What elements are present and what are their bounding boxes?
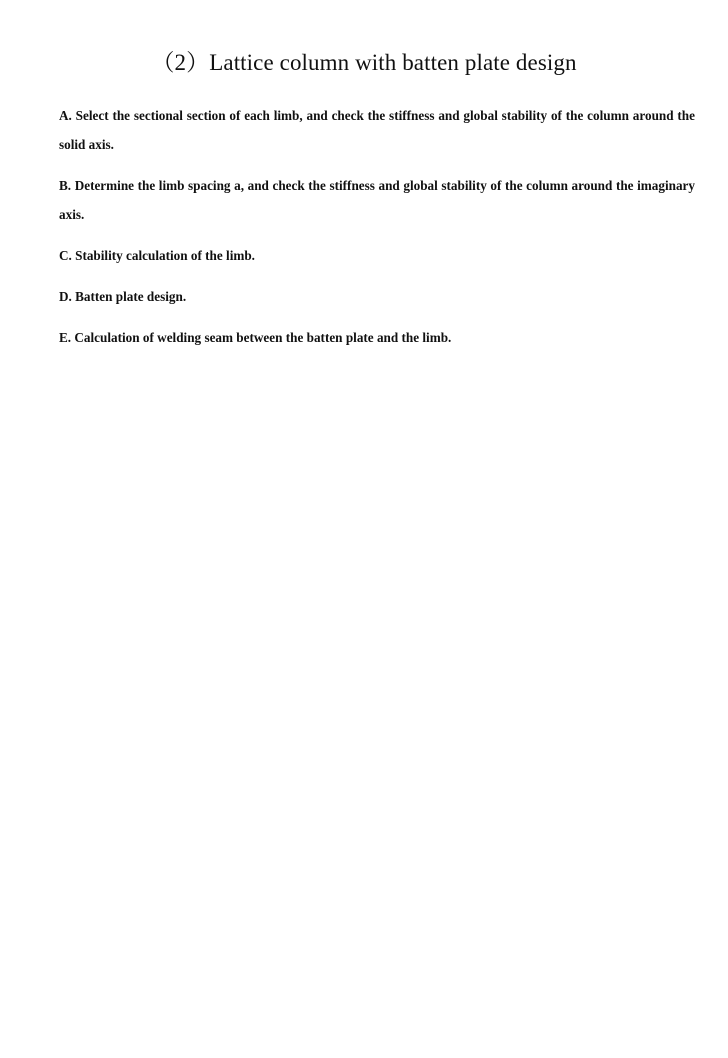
step-item-b: B. Determine the limb spacing a, and check the stiffness and global stability of the column around the imaginary axis. xyxy=(59,178,695,222)
step-item-d: D. Batten plate design. xyxy=(59,289,187,304)
step-item-a: A. Select the sectional section of each limb, and check the stiffness and global stability of the column around the solid axis. xyxy=(59,108,695,152)
step-list xyxy=(59,101,695,364)
step-item-e: E. Calculation of welding seam between the batten plate and the limb. xyxy=(59,330,452,345)
section-title: （2）Lattice column with batten plate design xyxy=(151,50,577,75)
step-item-c: C. Stability calculation of the limb. xyxy=(59,248,255,263)
